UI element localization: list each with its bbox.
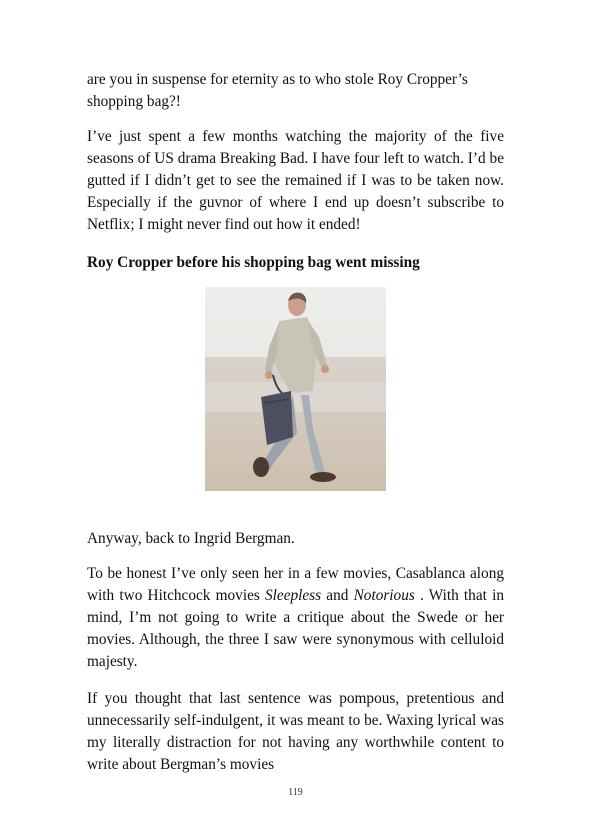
roy-cropper-photo: [205, 287, 386, 491]
paragraph-breaking-bad: I’ve just spent a few months watching the majority of the five seasons of US drama Breaking Bad. I have four left to watch. I’d be gutted if I didn’t get to see the remained if I was to be taken now. Especially if the guvnor of where I end up doesn’t subscribe to Netflix; I might never find out how it ended!: [87, 128, 504, 233]
movie-title-sleepless: Sleepless: [265, 587, 322, 604]
movie-title-notorious: Notorious: [353, 587, 415, 604]
movies-text-part-2: and: [321, 587, 354, 604]
movies-text-part-1: To be honest I’ve only seen her in a few movies, Casablanca along with two Hitchcock movies: [87, 565, 504, 604]
paragraph-suspense: are you in suspense for eternity as to who stole Roy Cropper’s shopping bag?!: [87, 71, 468, 110]
photo-caption-heading: Roy Cropper before his shopping bag went missing: [87, 254, 420, 271]
paragraph-movies-seen: [87, 563, 504, 673]
paragraph-back-to-bergman: Anyway, back to Ingrid Bergman.: [87, 530, 295, 547]
page-number: 119: [288, 787, 303, 798]
movies-text-part-3: . With that in mind, I’m not going to write a critique about the Swede or her movies. Although, the three I saw were synonymous with celluloid majesty.: [87, 587, 504, 670]
paragraph-pompous: If you thought that last sentence was pompous, pretentious and unnecessarily self-indulgent, it was meant to be. Waxing lyrical was my literally distraction for not having any worthwhile content to write about Bergman’s movies: [87, 690, 504, 773]
